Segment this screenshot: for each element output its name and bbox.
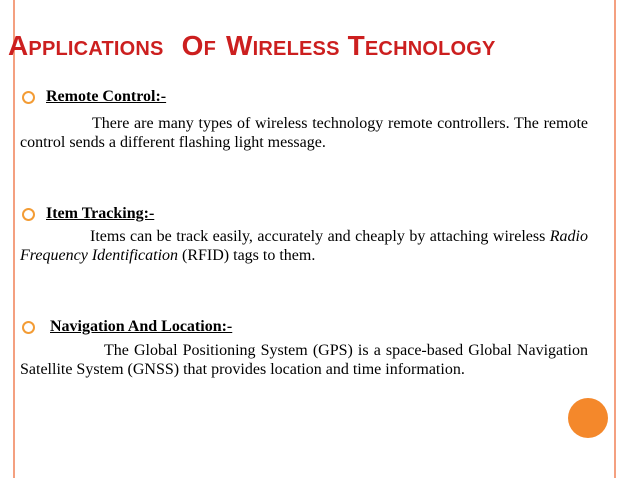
para-remote-control: [20, 114, 588, 152]
para-navigation: [20, 341, 588, 379]
slide-title: [8, 30, 618, 62]
left-border-line: [13, 0, 15, 478]
bullet-row-remote-control: [22, 88, 166, 106]
para-item-tracking: [20, 227, 588, 265]
title-word-of: Of: [181, 30, 216, 61]
para-item-tracking-italic: Radio Frequency Identification: [20, 228, 588, 264]
decorative-orange-circle: [568, 398, 608, 438]
heading-remote-control: Remote Control:-: [46, 88, 167, 105]
title-word-applications: Applications: [8, 30, 164, 61]
heading-navigation: Navigation And Location:-: [50, 318, 233, 335]
bullet-row-item-tracking: [22, 205, 154, 223]
para-navigation-text: The Global Positioning System (GPS) is a space-based Global Navigation Satellite System (GNSS) that provides location and time information.: [20, 342, 588, 378]
bullet-icon: [22, 321, 35, 334]
heading-item-tracking: Item Tracking:-: [46, 205, 155, 222]
para-item-tracking-text-b: (RFID) tags to them.: [178, 247, 316, 264]
right-border-line: [614, 0, 616, 478]
bullet-icon: [22, 91, 35, 104]
title-words-wireless-technology: Wireless Technology: [226, 30, 496, 61]
bullet-icon: [22, 208, 35, 221]
para-remote-control-text: There are many types of wireless technology remote controllers. The remote control sends a different flashing light message.: [20, 115, 588, 151]
para-item-tracking-text-a: Items can be track easily, accurately and cheaply by attaching wireless: [90, 228, 550, 245]
bullet-row-navigation: [22, 318, 232, 336]
